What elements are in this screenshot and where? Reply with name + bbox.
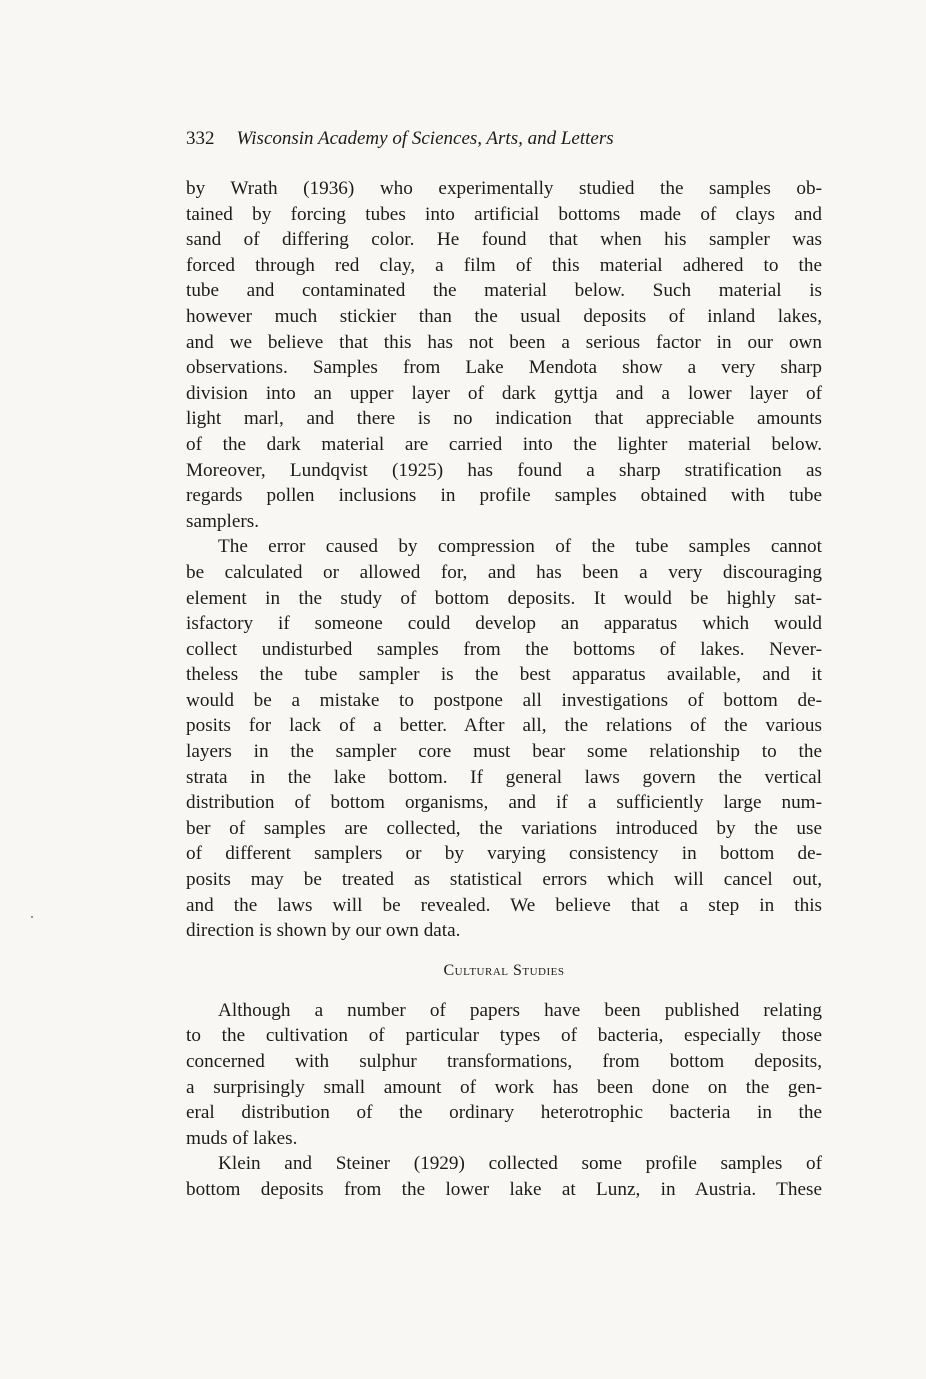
paragraph — [186, 1151, 822, 1202]
text-line: bottom deposits from the lower lake at Lunz, in Austria. These — [186, 1178, 822, 1200]
paragraphs-before-heading — [186, 176, 822, 944]
text-line: would be a mistake to postpone all investigations of bottom de- — [186, 689, 822, 711]
paragraph — [186, 534, 822, 944]
body-text — [186, 176, 822, 1203]
text-line: be calculated or allowed for, and has been a very discouraging — [186, 561, 822, 583]
text-line: isfactory if someone could develop an apparatus which would — [186, 613, 822, 635]
text-line: samplers. — [186, 510, 260, 532]
text-line: sand of differing color. He found that when his sampler was — [186, 229, 822, 251]
text-line: layers in the sampler core must bear some relationship to the — [186, 741, 822, 763]
text-line: distribution of bottom organisms, and if a sufficiently large num- — [186, 792, 822, 814]
text-line: collect undisturbed samples from the bottoms of lakes. Never- — [186, 638, 822, 660]
paragraph — [186, 176, 822, 534]
section-heading: Cultural Studies — [443, 961, 565, 979]
text-line: The error caused by compression of the tube samples cannot — [218, 536, 822, 558]
text-line: muds of lakes. — [186, 1127, 298, 1149]
text-line: light marl, and there is no indication that appreciable amounts — [186, 408, 822, 430]
running-head — [186, 126, 826, 152]
text-line: to the cultivation of particular types of bacteria, especially those — [186, 1025, 822, 1047]
text-line: Although a number of papers have been published relating — [218, 999, 822, 1021]
text-line: posits may be treated as statistical errors which will cancel out, — [186, 869, 822, 891]
text-line: however much stickier than the usual deposits of inland lakes, — [186, 305, 822, 327]
text-line: eral distribution of the ordinary heterotrophic bacteria in the — [186, 1102, 822, 1124]
text-line: a surprisingly small amount of work has been done on the gen- — [186, 1076, 822, 1098]
text-line: direction is shown by our own data. — [186, 920, 461, 942]
text-line: division into an upper layer of dark gyttja and a lower layer of — [186, 382, 822, 404]
text-line: ber of samples are collected, the variations introduced by the use — [186, 817, 822, 839]
text-line: tained by forcing tubes into artificial bottoms made of clays and — [186, 203, 822, 225]
text-line: posits for lack of a better. After all, the relations of the various — [186, 715, 822, 737]
text-line: strata in the lake bottom. If general laws govern the vertical — [186, 766, 822, 788]
paragraphs-after-heading — [186, 998, 822, 1203]
journal-title: Wisconsin Academy of Sciences, Arts, and Letters — [236, 128, 614, 149]
text-line: Klein and Steiner (1929) collected some profile samples of — [218, 1153, 822, 1175]
text-line: and we believe that this has not been a serious factor in our own — [186, 331, 822, 353]
text-line: of the dark material are carried into the lighter material below. — [186, 433, 822, 455]
text-line: and the laws will be revealed. We believe that a step in this — [186, 894, 822, 916]
text-line: theless the tube sampler is the best apparatus available, and it — [186, 664, 822, 686]
text-line: by Wrath (1936) who experimentally studied the samples ob- — [186, 178, 822, 199]
text-line: element in the study of bottom deposits. It would be highly sat- — [186, 587, 822, 609]
scan-speck — [31, 916, 33, 918]
text-line: concerned with sulphur transformations, from bottom deposits, — [186, 1051, 822, 1072]
text-line: regards pollen inclusions in profile samples obtained with tube — [186, 485, 822, 507]
text-line: tube and contaminated the material below. Such material is — [186, 280, 822, 302]
text-line: of different samplers or by varying consistency in bottom de- — [186, 843, 822, 865]
text-line: Moreover, Lundqvist (1925) has found a sharp stratification as — [186, 459, 822, 481]
text-line: observations. Samples from Lake Mendota show a very sharp — [186, 357, 822, 379]
page-number: 332 — [186, 128, 215, 149]
paragraph — [186, 998, 822, 1152]
text-line: forced through red clay, a film of this material adhered to the — [186, 254, 822, 276]
